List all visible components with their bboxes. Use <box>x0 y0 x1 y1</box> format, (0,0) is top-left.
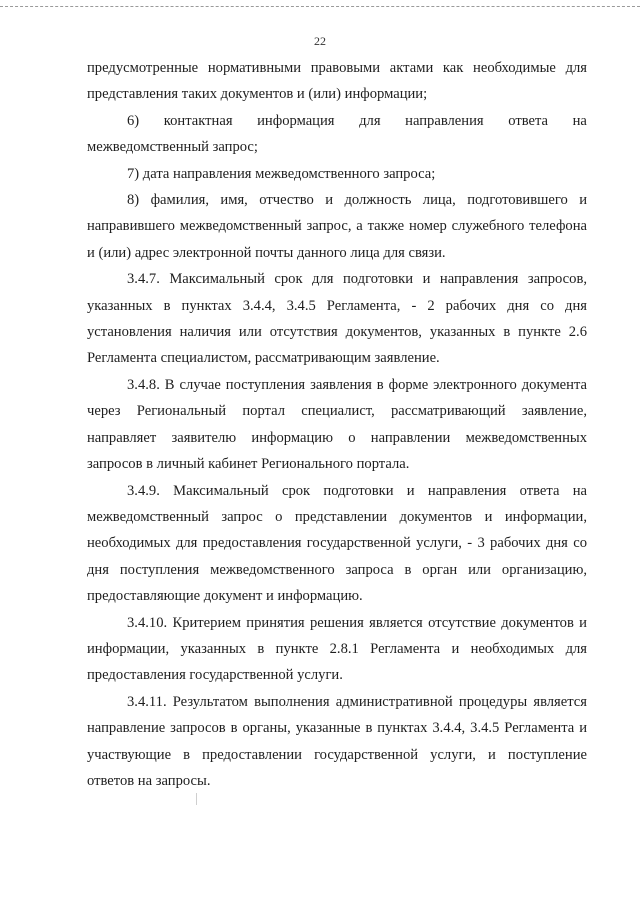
list-item-6-first-line <box>87 108 587 134</box>
paragraph-continuation: предусмотренные нормативными правовыми актами как необходимые для представления таких документов и (или) информации; <box>87 60 587 103</box>
paragraph-3-4-11: 3.4.11. Результатом выполнения административной процедуры является направление запросов в органы, указанные в пунктах 3.4.4, 3.4.5 Регламента и участвующие в предоставлении государственной услуги, и поступление ответов на запросы. <box>87 693 587 789</box>
item6-word: для <box>359 112 381 129</box>
list-item-6 <box>87 108 587 161</box>
item6-word: на <box>572 112 587 129</box>
item6-word: контактная <box>163 112 233 129</box>
paragraph-3-4-10: 3.4.10. Критерием принятия решения является отсутствие документов и информации, указанных в пункте 2.8.1 Регламента и необходимых для предоставления государственной услуги. <box>87 614 587 684</box>
item6-word: направления <box>405 112 484 129</box>
list-item-6-rest: межведомственный запрос; <box>87 139 258 156</box>
top-dashed-border <box>0 6 640 7</box>
item6-word: информация <box>257 112 335 129</box>
page-number: 22 <box>314 34 326 48</box>
item6-word: 6) <box>127 112 140 129</box>
document-body <box>87 55 587 794</box>
item6-word: ответа <box>508 112 549 129</box>
paragraph-3-4-9: 3.4.9. Максимальный срок подготовки и направления ответа на межведомственный запрос о представлении документов и информации, необходимых для предоставления государственной услуги, - 3 рабочих дня со дня поступления межведомственного запроса в орган или организацию, предоставляющие документ и информацию. <box>87 482 587 605</box>
paragraph-3-4-7: 3.4.7. Максимальный срок для подготовки и направления запросов, указанных в пунктах 3.4.4, 3.4.5 Регламента, - 2 рабочих дня со дня установления наличия или отсутствия документов, указанных в пункте 2.6 Регламента специалистом, рассматривающим заявление. <box>87 271 587 367</box>
paragraph-3-4-8: 3.4.8. В случае поступления заявления в форме электронного документа через Региональный портал специалист, рассматривающий заявление, направляет заявителю информацию о направлении межведомственных запросов в личный кабинет Регионального портала. <box>87 376 587 473</box>
list-item-7: 7) дата направления межведомственного запроса; <box>127 165 436 182</box>
list-item-8: 8) фамилия, имя, отчество и должность лица, подготовившего и направившего межведомственный запрос, а также номер служебного телефона и (или) адрес электронной почты данного лица для связи. <box>87 192 587 261</box>
scan-artifact <box>196 793 197 805</box>
